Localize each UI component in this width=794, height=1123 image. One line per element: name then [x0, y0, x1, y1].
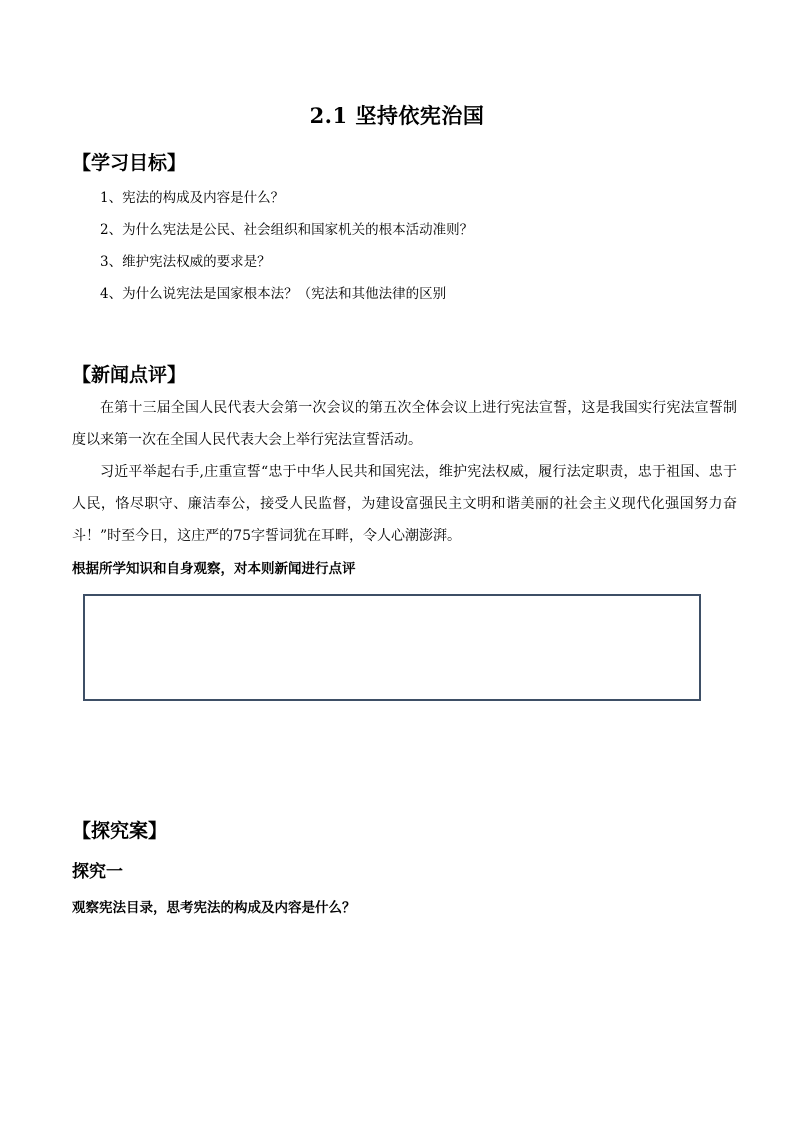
learning-goals-heading: 【学习目标】: [72, 152, 187, 174]
news-review-heading: 【新闻点评】: [72, 364, 187, 386]
inquiry-heading: 【探究案】: [72, 820, 168, 842]
news-paragraph-2: 习近平举起右手,庄重宣誓“忠于中华人民共和国宪法，维护宪法权威，履行法定职责，忠于祖国、忠于人民，恪尽职守、廉洁奉公，接受人民监督，为建设富强民主文明和谐美丽的社会主义现代化强国努力奋斗！”时至今日，这庄严的75字誓词犹在耳畔，令人心潮澎湃。: [72, 464, 737, 544]
learning-goal-item: 2、为什么宪法是公民、社会组织和国家机关的根本活动准则？: [100, 222, 474, 238]
inquiry-subheading: 探究一: [72, 862, 123, 882]
learning-goal-item: 4、为什么说宪法是国家根本法？（宪法和其他法律的区别: [100, 286, 447, 302]
answer-box[interactable]: [83, 594, 701, 701]
inquiry-question: 观察宪法目录，思考宪法的构成及内容是什么？: [72, 900, 356, 916]
page-title: 2.1 坚持依宪治国: [309, 103, 485, 128]
learning-goal-item: 1、宪法的构成及内容是什么？: [100, 190, 285, 206]
review-prompt: 根据所学知识和自身观察，对本则新闻进行点评: [72, 561, 356, 577]
news-paragraph-1: 在第十三届全国人民代表大会第一次会议的第五次全体会议上进行宪法宣誓，这是我国实行宪法宣誓制度以来第一次在全国人民代表大会上举行宪法宣誓活动。: [72, 400, 737, 448]
learning-goal-item: 3、维护宪法权威的要求是？: [100, 254, 271, 270]
